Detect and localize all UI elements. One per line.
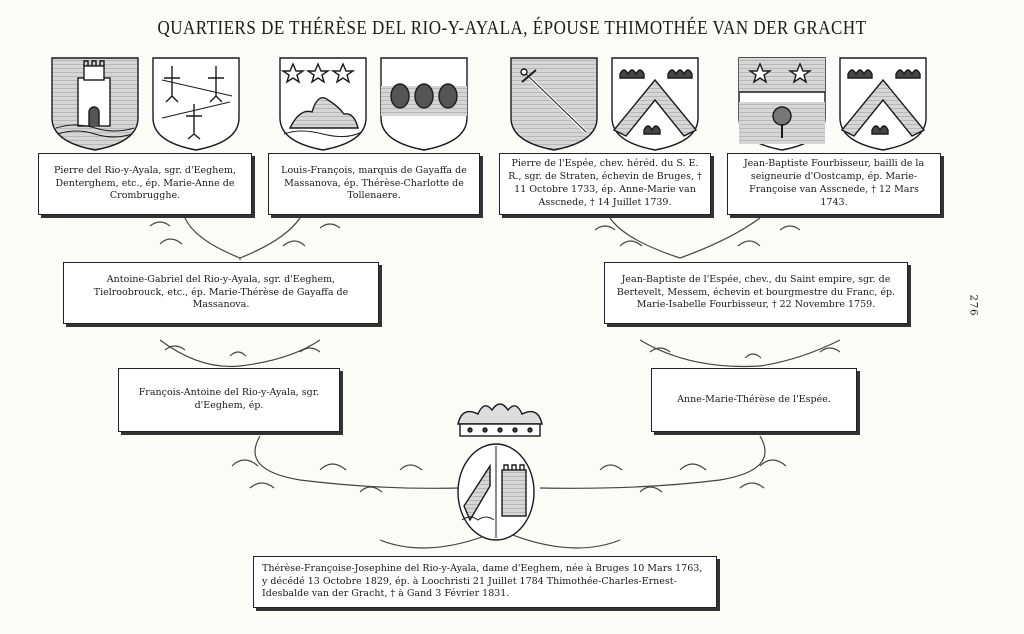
person-box-anne-marie-therese [651,368,857,432]
three-bells-icon [381,58,467,150]
stars-mount-icon [280,58,366,150]
person-text: Jean-Baptiste Fourbisseur, bailli de la seigneurie d'Oostcamp, ép. Marie-Françoise van Asscnede, † 12 Mars 1743. [743,158,925,208]
person-box-pierre-de-lespee [499,153,711,215]
stars-tree-icon [739,58,825,150]
person-text: Thérèse-Françoise-Josephine del Rio-y-Ayala, dame d'Eeghem, née à Bruges 10 Mars 1763, y décédé 13 Octobre 1829, ép. à Loochristi 21 Juillet 1784 Thimothée-Charles-Ernest-Idesbalde van der Gracht, † à Gand 3 Février 1831. [262,562,703,600]
chevron-fleurs-icon [840,58,926,150]
person-box-jean-baptiste-de-lespee [604,262,908,324]
person-box-antoine-gabriel [63,262,379,324]
sword-icon [511,58,597,150]
person-box-louis-francois [268,153,480,215]
person-text: François-Antoine del Rio-y-Ayala, sgr. d'Eeghem, ép. [138,387,320,411]
person-text: Louis-François, marquis de Gayaffa de Massanova, ép. Thérèse-Charlotte de Tollenaere. [281,164,467,202]
person-text: Antoine-Gabriel del Rio-y-Ayala, sgr. d'Eeghem, Tielroobrouck, etc., ép. Marie-Thérèse de Gayaffa de Massanova. [93,273,349,311]
person-box-francois-antoine [118,368,340,432]
person-text: Jean-Baptiste de l'Espée, chev., du Saint empire, sgr. de Bertevelt, Messem, échevin et bourgmestre du Franc, ép. Marie-Isabelle Fourbisseur, † 22 Novembre 1759. [616,273,896,311]
central-coat-of-arms [458,404,542,540]
person-text: Anne-Marie-Thérèse de l'Espée. [677,393,831,405]
person-box-jean-baptiste-fourbisseur [727,153,941,215]
chevron-fleurs-icon [612,58,698,150]
crossed-bars-icon [153,58,239,150]
person-box-pierre-del-rio [38,153,252,215]
person-text: Pierre del Rio-y-Ayala, sgr. d'Eeghem, Denterghem, etc., ép. Marie-Anne de Crombrugghe. [53,164,237,202]
page-title: QUARTIERS DE THÉRÈSE DEL RIO-Y-AYALA, ÉPOUSE THIMOTHÉE VAN DER GRACHT [157,16,867,39]
page-number: 276 [967,294,979,317]
person-box-therese-francoise [253,556,717,608]
tower-castle-icon [52,58,138,150]
person-text: Pierre de l'Espée, chev. héréd. du S. E. R., sgr. de Straten, échevin de Bruges, † 11 Octobre 1733, ép. Anne-Marie van Asscnede, † 14 Juillet 1739. [508,158,702,208]
crown-icon [458,404,542,424]
